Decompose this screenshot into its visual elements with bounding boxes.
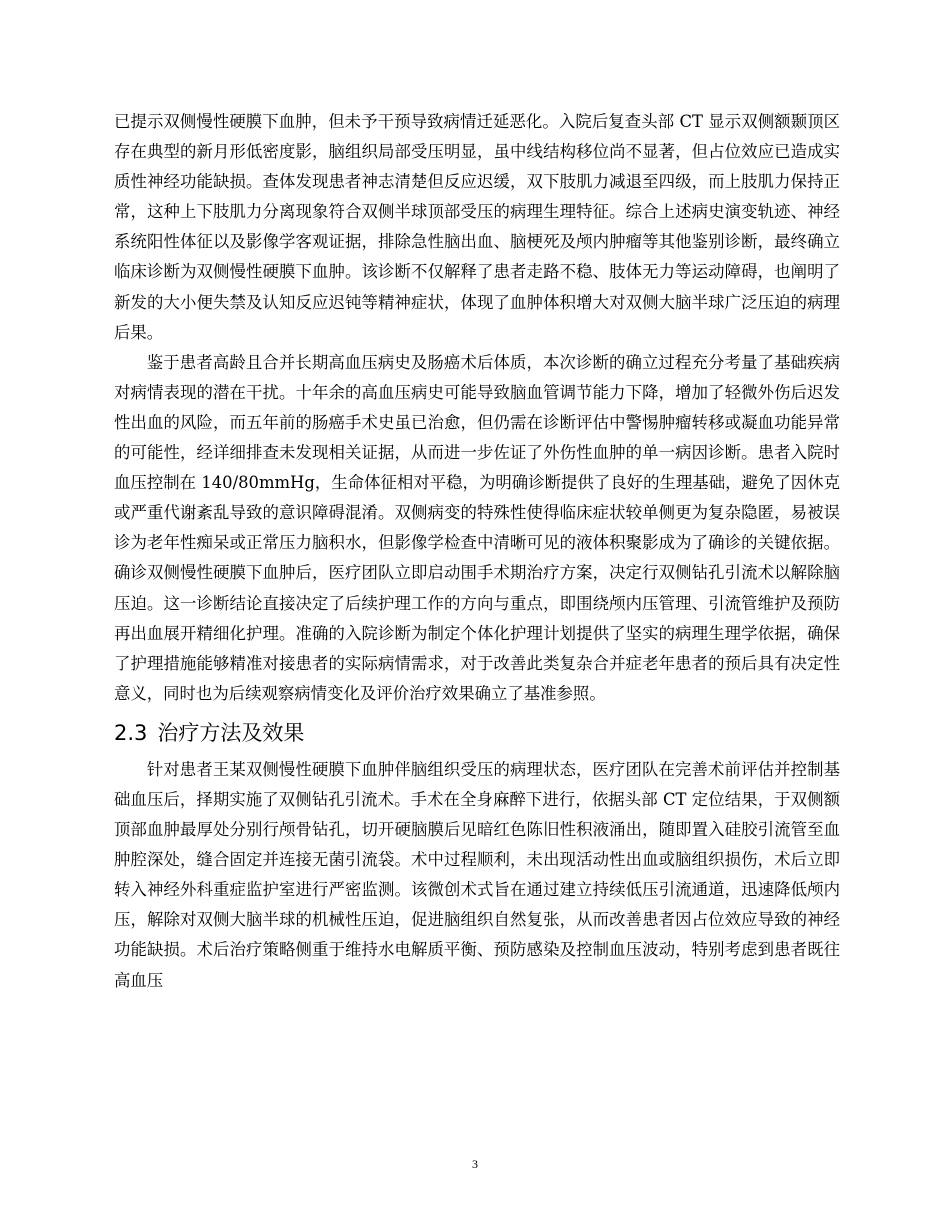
paragraph-diagnosis-summary: 已提示双侧慢性硬膜下血肿，但未予干预导致病情迁延恶化。入院后复查头部 CT 显示双侧额颞顶区存在典型的新月形低密度影，脑组织局部受压明显，虽中线结构移位尚不显著，但占位效应已造成实质性神经功能缺损。查体发现患者神志清楚但反应迟缓，双下肢肌力减退至四级，而上肢肌力保持正常，这种上下肢肌力分离现象符合双侧半球顶部受压的病理生理特征。综合上述病史演变轨迹、神经系统阳性体征以及影像学客观证据，排除急性脑出血、脑梗死及颅内肿瘤等其他鉴别诊断，最终确立临床诊断为双侧慢性硬膜下血肿。该诊断不仅解释了患者走路不稳、肢体无力等运动障碍，也阐明了新发的大小便失禁及认知反应迟钝等精神症状，体现了血肿体积增大对双侧大脑半球广泛压迫的病理后果。 [114,112,840,342]
paragraph-diagnosis-considerations: 鉴于患者高龄且合并长期高血压病史及肠癌术后体质，本次诊断的确立过程充分考量了基础疾病对病情表现的潜在干扰。十年余的高血压病史可能导致脑血管调节能力下降，增加了轻微外伤后迟发性出血的风险，而五年前的肠癌手术史虽已治愈，但仍需在诊断评估中警惕肿瘤转移或凝血功能异常的可能性，经详细排查未发现相关证据，从而进一步佐证了外伤性血肿的单一病因诊断。患者入院时血压控制在 140/80mmHg，生命体征相对平稳，为明确诊断提供了良好的生理基础，避免了因休克或严重代谢紊乱导致的意识障碍混淆。双侧病变的特殊性使得临床症状较单侧更为复杂隐匿，易被误诊为老年性痴呆或正常压力脑积水，但影像学检查中清晰可见的液体积聚影成为了确诊的关键依据。确诊双侧慢性硬膜下血肿后，医疗团队立即启动围手术期治疗方案，决定行双侧钻孔引流术以解除脑压迫。这一诊断结论直接决定了后续护理工作的方向与重点，即围绕颅内压管理、引流管维护及预防再出血展开精细化护理。准确的入院诊断为制定个体化护理计划提供了坚实的病理生理学依据，确保了护理措施能够精准对接患者的实际病情需求，对于改善此类复杂合并症老年患者的预后具有决定性意义，同时也为后续观察病情变化及评价治疗效果确立了基准参照。 [114,352,840,703]
page-body [114,107,840,996]
section-title: 治疗方法及效果 [157,720,305,745]
section-heading [114,715,840,751]
section-number: 2.3 [114,720,148,745]
page-number: 3 [472,1157,478,1171]
paragraph-treatment: 针对患者王某双侧慢性硬膜下血肿伴脑组织受压的病理状态，医疗团队在完善术前评估并控制基础血压后，择期实施了双侧钻孔引流术。手术在全身麻醉下进行，依据头部 CT 定位结果，于双侧额顶部血肿最厚处分别行颅骨钻孔，切开硬脑膜后见暗红色陈旧性积液涌出，随即置入硅胶引流管至血肿腔深处，缝合固定并连接无菌引流袋。术中过程顺利，未出现活动性出血或脑组织损伤，术后立即转入神经外科重症监护室进行严密监测。该微创术式旨在通过建立持续低压引流通道，迅速降低颅内压，解除对双侧大脑半球的机械性压迫，促进脑组织自然复张，从而改善患者因占位效应导致的神经功能缺损。术后治疗策略侧重于维持水电解质平衡、预防感染及控制血压波动，特别考虑到患者既往高血压 [114,759,840,990]
